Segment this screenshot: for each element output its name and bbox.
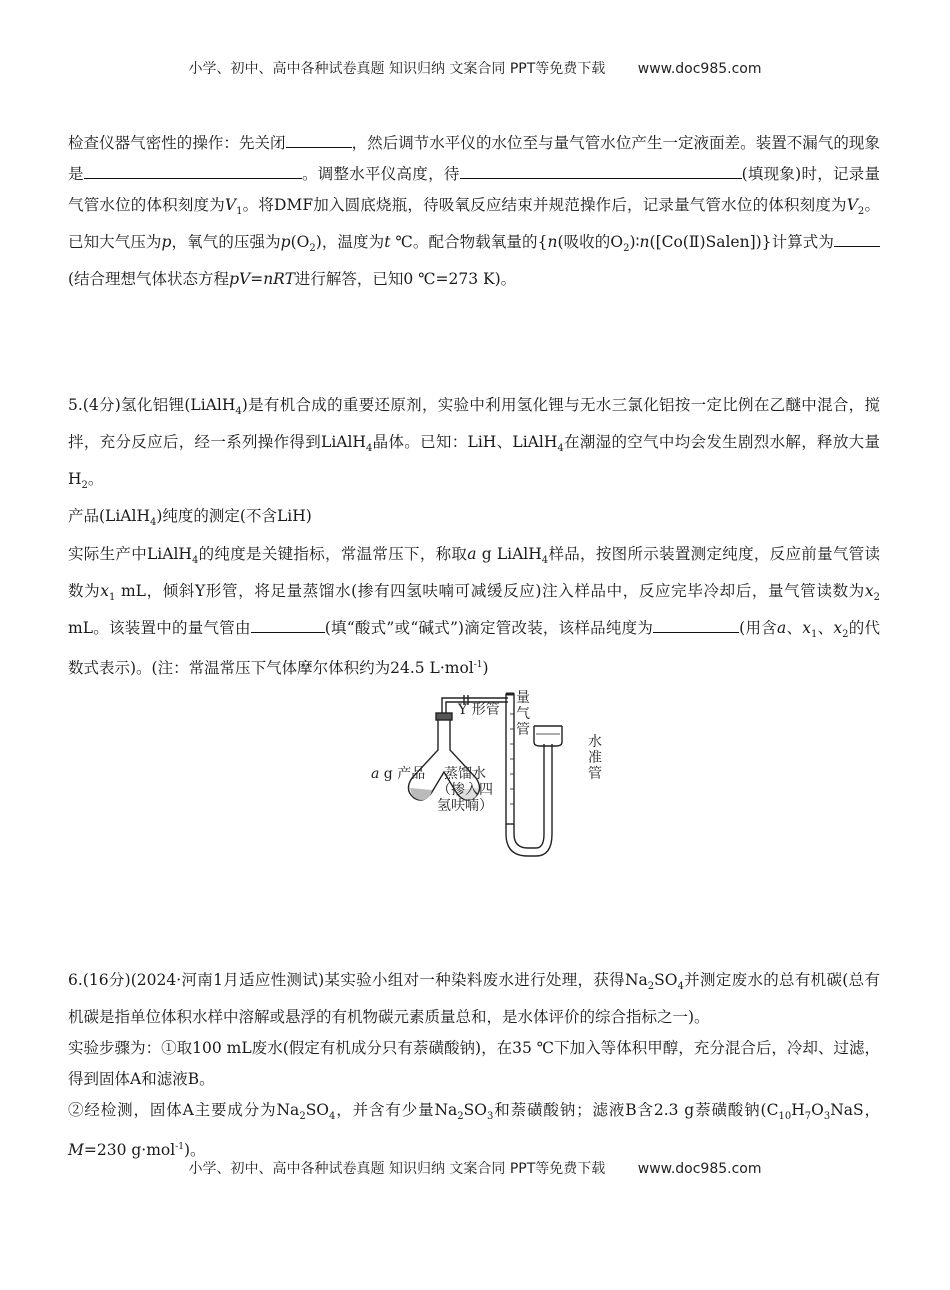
apparatus-figure [68,684,880,862]
footer-text: 小学、初中、高中各种试卷真题 知识归纳 文案合同 PPT等免费下载 [188,1161,606,1177]
label-sample: a g 产品 [371,766,426,782]
rubber-tube [506,744,552,856]
answer-blank-1[interactable] [286,133,352,148]
answer-blank-3[interactable] [460,164,742,179]
q5-intro: 5.(4分)氢化铝锂(LiAlH$_4$)是有机合成的重要还原剂，实验中利用氢化锂与无水三氯化铝按一定比例在乙醚中混合，搅拌，充分反应后，经一系列操作得到LiAlH$_4$晶体。已知：LiH、LiAlH$_4$在潮湿的空气中均会发生剧烈水解，释放大量$H_2$。 [68,396,880,492]
answer-blank-2[interactable] [84,164,302,179]
water-level-tube [534,726,562,746]
q6-intro: 6.(16分)(2024·河南1月适应性测试)某实验小组对一种染料废水进行处理，获得$Na_2SO_4$并测定废水的总有机碳(总有机碳是指单位体积水样中溶解或悬浮的有机物碳元素质量总和，是水体评价的综合指标之一)。 [68,971,880,1027]
footer-site-link[interactable]: www.doc985.com [637,1161,762,1177]
label-water: 蒸馏水 （掺入四 氢呋喃） [437,766,493,814]
stopper [436,713,452,720]
q6-step-1: 实验步骤为：①取100 mL废水(假定有机成分只有萘磺酸钠)，在35 ℃下加入等体积甲醇，充分混合后，冷却、过滤，得到固体A和滤液B。 [68,1039,880,1089]
q4-paragraph: 检查仪器气密性的操作：先关闭 ，然后调节水平仪的水位至与量气管水位产生一定液面差。装置不漏气的现象是 。调整水平仪高度，待 (填现象)时，记录量气管水位的体积刻度为$V_1$。将DMF加入圆底烧瓶，待吸氧反应结束并规范操作后，记录量气管水位的体积刻度为$V_2$。已知大气压为p，氧气的压强为$p(O_2)$，温度为t ℃。配合物载氧量的{n(吸收的$O_2)∶n([Co(Ⅱ)Salen])$}计算式为(结合理想气体状态方程pV=nRT进行解答，已知0 ℃=273 K)。 [68,134,880,289]
label-y-tube: Y 形管 [458,702,500,718]
answer-blank-5[interactable] [251,618,325,633]
header-site-link[interactable]: www.doc985.com [637,61,762,77]
label-level-tube: 水准管 [588,734,602,782]
label-gas-tube: 量气管 [516,690,530,738]
q6-step-2: ②经检测，固体A主要成分为$Na_2SO_4$，并含有少量$Na_2SO_3$和萘磺酸钠；滤液B含2.3 g萘磺酸钠($C_{10}H_7O_3NaS$，M=230 g·mol$^{-1}$)。 [68,1101,880,1160]
page-header [0,58,950,78]
answer-blank-6[interactable] [653,618,739,633]
page-footer [0,1158,950,1178]
header-text: 小学、初中、高中各种试卷真题 知识归纳 文案合同 PPT等免费下载 [188,61,606,77]
page-content [68,128,880,1166]
q5-subtitle: 产品(LiAlH$_4$)纯度的测定(不含LiH) [68,507,312,529]
q5-body: 实际生产中LiAlH$_4$的纯度是关键指标，常温常压下，称取a g LiAlH$_4$样品，按图所示装置测定纯度，反应前量气管读数为$x_1$ mL，倾斜Y形管，将足量蒸馏水(掺有四氢呋喃可减缓反应)注入样品中，反应完毕冷却后，量气管读数为$x_2$ mL。该装置中的量气管由 (填“酸式”或“碱式”)滴定管改装，该样品纯度为 (用含a、$x_1$、$x_2$的代数式表示)。(注：常温常压下气体摩尔体积约为24.5 L·mol$^{-1}$) [68,544,880,677]
answer-blank-4[interactable] [834,232,880,247]
